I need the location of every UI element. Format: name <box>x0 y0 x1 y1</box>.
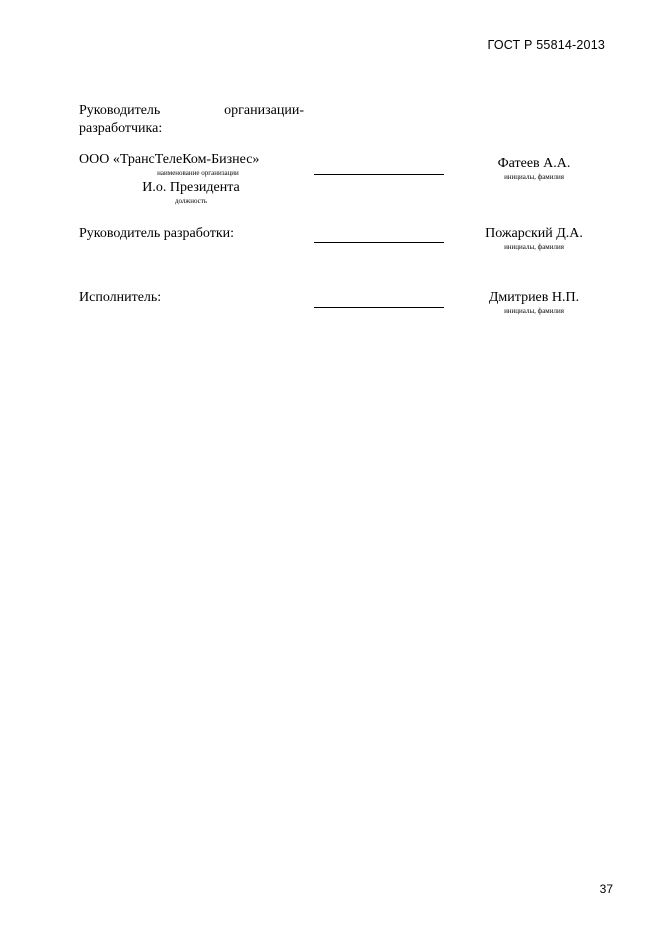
signer-executor: Дмитриев Н.П. <box>488 290 580 305</box>
signer-development-head-caption: инициалы, фамилия <box>504 243 564 251</box>
title-line-1 <box>79 102 304 120</box>
title-word-head: Руководитель <box>79 103 161 118</box>
development-head-label: Руководитель разработки: <box>79 226 235 241</box>
position-title: И.о. Президента <box>142 180 240 195</box>
signer-president-caption: инициалы, фамилия <box>504 173 564 181</box>
executor-label: Исполнитель: <box>79 290 162 305</box>
signer-executor-caption: инициалы, фамилия <box>504 307 564 315</box>
signature-line-development-head <box>314 242 444 243</box>
signature-line-executor <box>314 307 444 308</box>
organization-name: ООО «ТрансТелеКом-Бизнес» <box>79 152 260 167</box>
position-caption: должность <box>174 197 208 205</box>
title-word-organization: организации- <box>224 103 304 118</box>
document-code: ГОСТ Р 55814-2013 <box>487 38 605 52</box>
title-line-2: разработчика: <box>79 121 163 136</box>
organization-name-caption: наименование организации <box>157 169 239 177</box>
signer-development-head: Пожарский Д.А. <box>485 226 583 241</box>
signature-line-president <box>314 174 444 175</box>
organization-head-title <box>79 102 304 138</box>
page-number: 37 <box>599 882 613 896</box>
signer-president: Фатеев А.А. <box>497 156 571 171</box>
